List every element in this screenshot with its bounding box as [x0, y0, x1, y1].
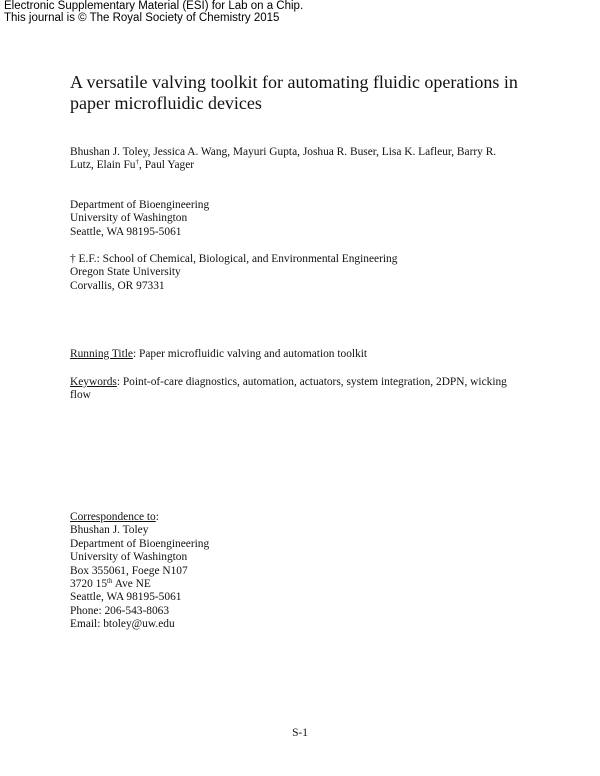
affiliation-1-dept: Department of Bioengineering: [70, 199, 210, 211]
correspondence-heading: [70, 511, 209, 524]
correspondence-name: Bhushan J. Toley: [70, 524, 149, 537]
affiliation-2-univ: Oregon State University: [70, 266, 181, 279]
keywords-line-2: flow: [70, 389, 91, 402]
title-line-1: A versatile valving toolkit for automating fluidic operations in: [70, 72, 518, 92]
authors-line-2: [70, 159, 496, 172]
correspondence-email: Email: btoley@uw.edu: [70, 618, 175, 631]
authors-line-1: Bhushan J. Toley, Jessica A. Wang, Mayuri Gupta, Joshua R. Buser, Lisa K. Lafleur, Barry R.: [70, 146, 497, 158]
running-title-label: Running Title: [70, 348, 133, 360]
street-ordinal: th: [107, 577, 113, 586]
correspondence-phone: Phone: 206-543-8063: [70, 604, 170, 617]
author-list: [70, 146, 496, 173]
street-name: Ave NE: [112, 578, 151, 591]
affiliation-1-city: Seattle, WA 98195-5061: [70, 225, 182, 238]
esi-header-line-2: This journal is © The Royal Society of Chemistry 2015: [4, 12, 280, 24]
correspondence-block: [70, 511, 209, 632]
title-line-2: paper microfluidic devices: [70, 93, 262, 113]
correspondence-street: [70, 578, 209, 591]
keywords: [70, 376, 507, 403]
affiliation-2: [70, 253, 397, 293]
keywords-text: : Point-of-care diagnostics, automation, actuators, system integration, 2DPN, wicking: [116, 376, 507, 388]
page-number: S-1: [292, 727, 308, 739]
correspondence-label: Correspondence to: [70, 511, 156, 523]
affiliation-1-univ: University of Washington: [70, 212, 188, 225]
paper-title: [70, 72, 550, 114]
correspondence-colon: :: [155, 511, 159, 523]
affiliation-2-city: Corvallis, OR 97331: [70, 279, 165, 292]
keywords-label: Keywords: [70, 376, 117, 388]
correspondence-dept: Department of Bioengineering: [70, 537, 210, 550]
street-number: 3720 15: [70, 578, 108, 591]
authors-line-2-start: Lutz, Elain Fu: [70, 159, 136, 172]
keywords-line-1: [70, 376, 507, 389]
authors-line-2-end: , Paul Yager: [139, 159, 195, 172]
correspondence-city: Seattle, WA 98195-5061: [70, 591, 182, 604]
dagger-mark: †: [135, 158, 139, 167]
correspondence-box: Box 355061, Foege N107: [70, 564, 188, 577]
running-title: [70, 348, 367, 361]
running-title-text: : Paper microfluidic valving and automation toolkit: [133, 348, 368, 360]
affiliation-2-dept: † E.F.: School of Chemical, Biological, and Environmental Engineering: [70, 253, 398, 265]
correspondence-univ: University of Washington: [70, 551, 188, 564]
esi-header-line-1: Electronic Supplementary Material (ESI) for Lab on a Chip.: [4, 0, 304, 12]
affiliation-1: [70, 199, 209, 239]
